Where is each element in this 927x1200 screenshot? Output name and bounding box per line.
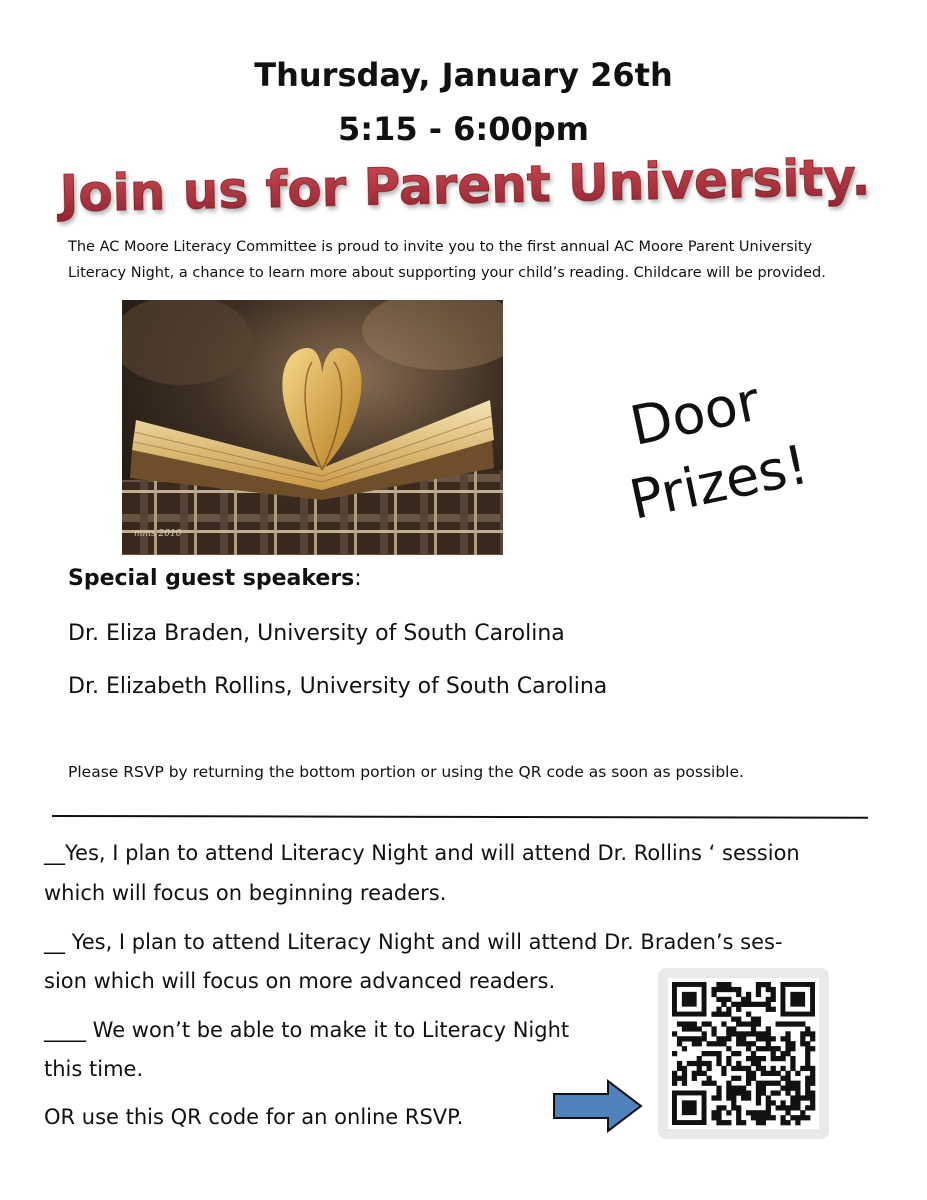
option-rollins-line-1: __Yes, I plan to attend Literacy Night and will attend Dr. Rollins ‘ session <box>44 841 800 865</box>
intro-line-1: The AC Moore Literacy Committee is proud to invite you to the first annual AC Moore Parent University <box>68 239 813 255</box>
banner-title <box>50 140 880 230</box>
qr-finder-top-right <box>780 982 815 1017</box>
banner-text: Join us for Parent University. <box>59 147 871 224</box>
qr-code-svg <box>658 968 829 1139</box>
speakers-heading-text: Special guest speakers <box>68 566 355 591</box>
option-rollins-line-2: which will focus on beginning readers. <box>44 881 447 905</box>
door-prizes-line-1: Door <box>624 369 766 459</box>
speaker-rollins: Dr. Elizabeth Rollins, University of South Carolina <box>68 674 608 699</box>
intro-paragraph <box>68 234 868 286</box>
qr-instruction: OR use this QR code for an online RSVP. <box>44 1105 464 1129</box>
event-date: Thursday, January 26th <box>254 56 673 94</box>
door-prizes-svg <box>598 350 838 530</box>
qr-code[interactable] <box>658 968 829 1139</box>
arrow-svg <box>552 1078 644 1134</box>
door-prizes-line-2: Prizes! <box>624 432 814 530</box>
speakers-heading <box>68 566 362 591</box>
right-arrow-icon <box>552 1078 644 1134</box>
event-time: 5:15 - 6:00pm <box>338 110 589 148</box>
speakers-heading-colon: : <box>354 566 362 591</box>
option-decline-line-2: this time. <box>44 1057 144 1081</box>
qr-finder-top-left <box>672 982 707 1017</box>
banner-svg <box>50 140 880 230</box>
qr-finder-bottom-left <box>672 1090 707 1125</box>
speaker-braden: Dr. Eliza Braden, University of South Carolina <box>68 621 565 646</box>
option-decline-line-1: ____ We won’t be able to make it to Literacy Night <box>44 1018 570 1042</box>
intro-line-2: Literacy Night, a chance to learn more about supporting your child’s reading. Childcare will be provided. <box>68 265 826 281</box>
photo-watermark: mms 2010 <box>134 529 182 539</box>
book-illustration <box>122 300 503 555</box>
open-book-photo <box>122 300 503 555</box>
rsvp-note: Please RSVP by returning the bottom portion or using the QR code as soon as possible. <box>68 763 744 781</box>
option-braden-line-2: sion which will focus on more advanced readers. <box>44 969 556 993</box>
cut-line <box>52 815 868 819</box>
door-prizes <box>598 350 838 530</box>
option-braden-line-1: __ Yes, I plan to attend Literacy Night and will attend Dr. Braden’s ses- <box>44 930 783 954</box>
